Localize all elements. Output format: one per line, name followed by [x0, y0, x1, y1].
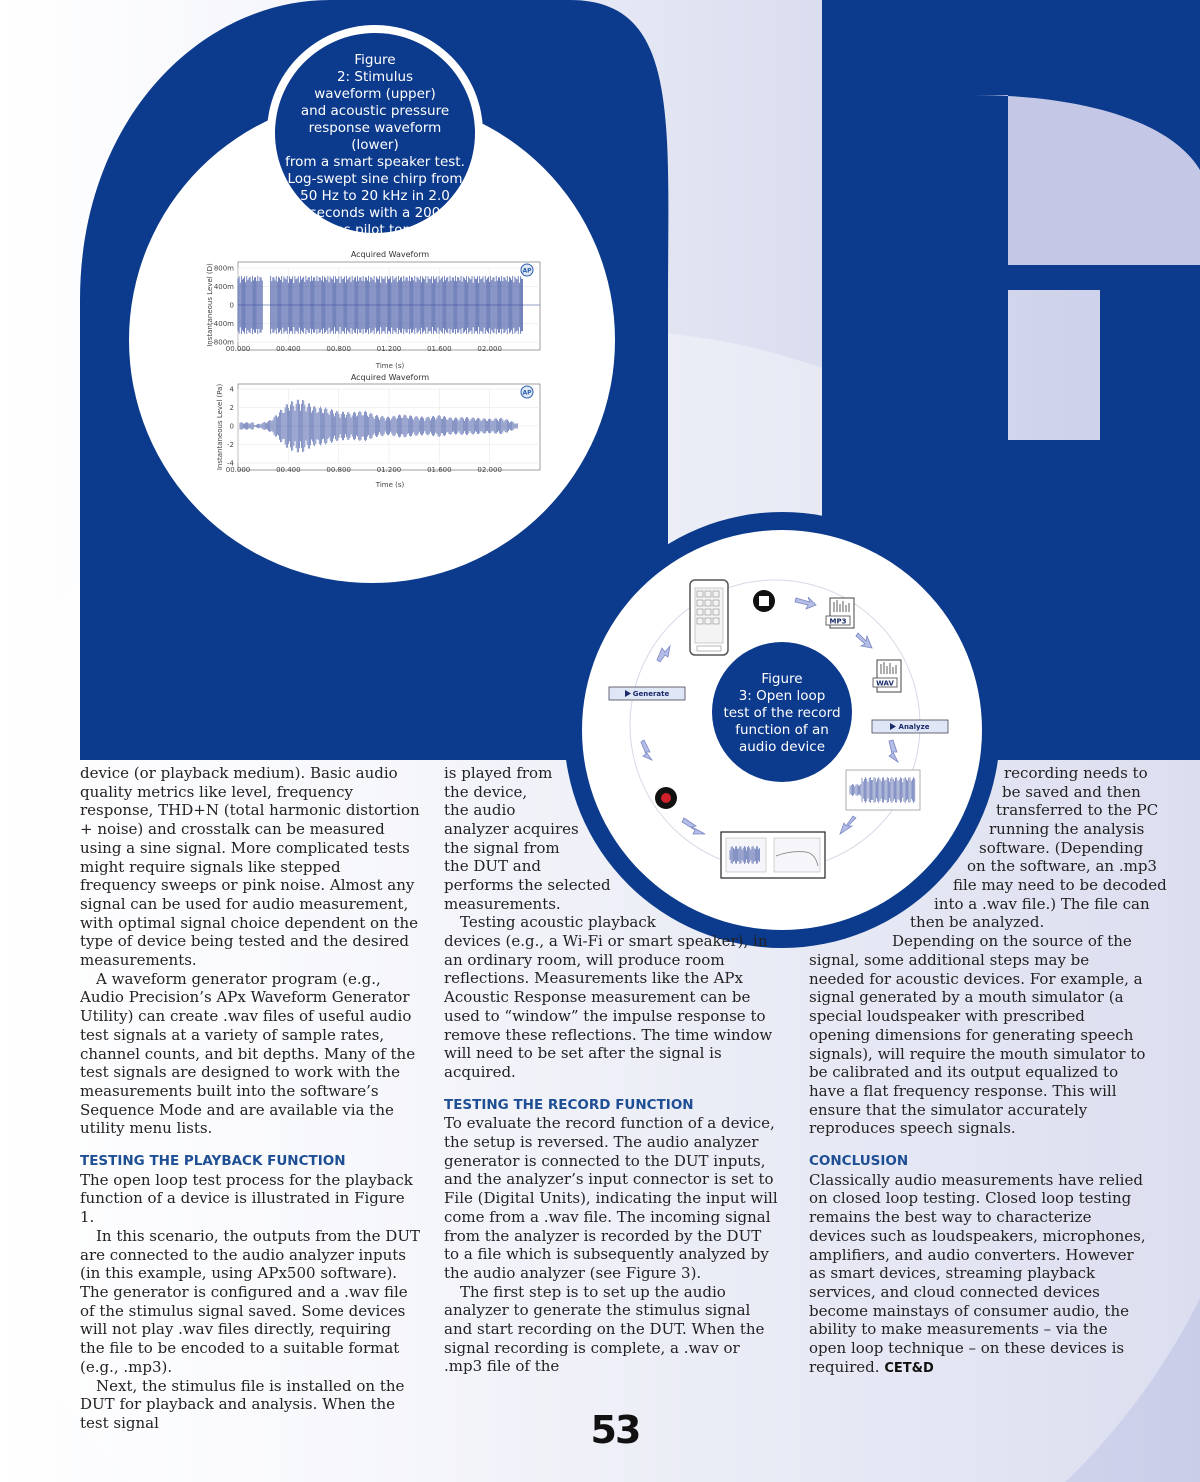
wav-label: WAV [876, 679, 894, 688]
text-line: the DUT and [444, 857, 541, 875]
y-tick-label: -2 [227, 441, 234, 449]
text-line: transferred to the PC [996, 801, 1159, 819]
body-paragraph: In this scenario, the outputs from the DUT are connected to the audio analyzer inputs (in this example, using APx500 software). The generator is configured and a .wav file of the stimulus signal saved. Some devices will not play .wav files directly, requiring the file to be encoded to a suitable format (e.g., .mp3). [80, 1226, 420, 1376]
figure-2-caption-line: ms pilot tone [330, 222, 420, 238]
x-axis-label: Time (s) [375, 481, 405, 489]
arrow-icon [657, 646, 670, 662]
text-line: software. (Depending [979, 839, 1144, 857]
mp3-file-icon [826, 598, 854, 628]
x-tick-label: 02.000 [477, 345, 502, 353]
y-tick-label: 800m [213, 264, 234, 273]
x-tick-label: 01.200 [376, 466, 402, 474]
x-tick-label: 00.000 [225, 466, 251, 474]
signature: CET&D [884, 1360, 934, 1376]
text-line: Depending on the source of the [892, 932, 1132, 950]
generate-label: Generate [632, 690, 670, 698]
body-paragraph: device (or playback medium). Basic audio quality metrics like level, frequency response, THD+N (total harmonic distortion + noise) and crosstalk can be measured using a sine signal. More complicated tests might require signals like stepped frequency sweeps or pink noise. Almost any signal can be used for audio measurement, with optimal signal choice dependent on the type of device being tested and the desired measurements. [80, 764, 420, 970]
y-tick-label: -4 [227, 459, 234, 468]
y-axis-label: Instantaneous Level (D) [206, 263, 214, 347]
text-line: recording needs to [1004, 764, 1148, 782]
arrow-icon [856, 633, 872, 648]
y-tick-label: 0 [229, 301, 234, 310]
body-paragraph: devices (e.g., a Wi-Fi or smart speaker), in an ordinary room, will produce room reflections. Measurements like the APx Acoustic Response measurement can be used to “window” the impulse response to remove these reflections. The time window will need to be set after the signal is acquired. [444, 932, 773, 1081]
figure-2-caption-line: waveform (upper) [314, 86, 436, 102]
y-tick-label: 2 [229, 404, 234, 412]
record-icon [661, 793, 671, 803]
figure-3-caption-line: audio device [738, 739, 826, 755]
body-paragraph: The open loop test process for the playback function of a device is illustrated in Figure 1. [80, 1170, 413, 1227]
wav-file-icon [873, 660, 901, 692]
arrow-icon [795, 597, 816, 609]
text-line: file may need to be decoded [953, 876, 1167, 894]
chart-title: Acquired Waveform [350, 250, 430, 259]
x-tick-label: 00.400 [276, 466, 301, 474]
x-tick-label: 01.200 [376, 345, 402, 353]
analysis-results-thumbnail [721, 832, 825, 878]
body-paragraph: signal, some additional steps may be needed for acoustic devices. For example, a signal generated by a mouth simulator (a special loudspeaker with prescribed opening dimensions for generating speech signals), will require the mouth simulator to be calibrated and its output equalized to have a flat frequency response. This will ensure that the simulator accurately reproduces speech signals. [809, 951, 1146, 1138]
text-line: the signal from [444, 839, 560, 857]
analyze-button-graphic [872, 720, 948, 733]
figure-2-caption-line: and acoustic pressure [300, 103, 450, 119]
column-1 [80, 764, 420, 1433]
ap-logo-icon: AP [522, 267, 532, 275]
text-line: into a .wav file.) The file can [934, 895, 1150, 913]
arrow-icon [641, 740, 652, 760]
figure-2-caption-line: 50 Hz to 20 kHz in 2.0 [300, 188, 450, 204]
figure-2-caption-line: response waveform (lower) [308, 120, 442, 153]
text-line: be saved and then [1002, 783, 1141, 801]
body-paragraph [809, 1171, 1147, 1379]
conclusion-text: Classically audio measurements have relied on closed loop testing. Closed loop testing remains the best way to characterize devices such as loudspeakers, microphones, amplifiers, and audio converters. However as smart devices, streaming playback services, and cloud connected devices become mainstays of consumer audio, the ability to make measurements – via the open loop technique – on these devices is required. [809, 1170, 1146, 1376]
figure-3-caption [712, 671, 852, 756]
figure-3-caption-line: function of an [735, 722, 829, 738]
text-line: the audio [444, 801, 516, 819]
x-axis-label: Time (s) [375, 362, 405, 370]
figure-3-caption-line: Figure [761, 671, 803, 687]
column-2 [444, 932, 778, 1376]
x-tick-label: 01.600 [427, 466, 452, 474]
text-line: the device, [444, 783, 528, 801]
text-line: measurements. [444, 895, 561, 913]
figure-2-caption-line: seconds with a 200 [309, 205, 441, 221]
body-paragraph: The first step is to set up the audio analyzer to generate the stimulus signal and start recording on the DUT. When the signal recording is complete, a .wav or .mp3 file of the [444, 1282, 765, 1376]
smartphone-icon [690, 580, 728, 655]
arrow-icon [889, 740, 898, 762]
y-axis-label: Instantaneous Level (Pa) [216, 383, 224, 471]
y-tick-label: 400m [213, 283, 234, 291]
section-heading: TESTING THE RECORD FUNCTION [444, 1096, 694, 1113]
text-line: running the analysis [989, 820, 1145, 838]
x-tick-label: 00.000 [225, 345, 251, 353]
body-paragraph: A waveform generator program (e.g., Audio Precision’s APx Waveform Generator Utility) can create .wav files of useful audio test signals at a variety of sample rates, channel counts, and bit depths. Many of the test signals are designed to work with the measurements built into the software’s Sequence Mode and are available via the utility menu lists. [80, 969, 416, 1138]
waveform-thumbnail [846, 770, 920, 810]
text-line: is played from [444, 764, 553, 782]
mp3-label: MP3 [829, 617, 847, 626]
text-line: on the software, an .mp3 [967, 857, 1157, 875]
body-paragraph: Next, the stimulus file is installed on the DUT for playback and analysis. When the test signal [80, 1376, 405, 1432]
ap-logo-icon: AP [522, 389, 532, 397]
section-heading: TESTING THE PLAYBACK FUNCTION [80, 1153, 346, 1170]
figure-2-caption-line: from a smart speaker test. [285, 154, 465, 170]
x-tick-label: 00.800 [326, 345, 351, 353]
y-tick-label: -800m [211, 338, 234, 347]
y-tick-label: 4 [229, 385, 234, 394]
figure-3-caption-line: 3: Open loop [738, 688, 826, 704]
chart-title: Acquired Waveform [350, 373, 430, 382]
stop-icon [759, 596, 769, 606]
body-paragraph: To evaluate the record function of a device, the setup is reversed. The audio analyzer generator is connected to the DUT inputs, and the analyzer’s input connector is set to File (Digital Units), indicating the input will come from a .wav file. The incoming signal from the analyzer is recorded by the DUT to a file which is subsequently analyzed by the audio analyzer (see Figure 3). [444, 1114, 778, 1282]
x-tick-label: 02.000 [477, 466, 502, 474]
figure-2-caption-line: 2: Stimulus [336, 69, 414, 85]
figure-2-caption-line: Log-swept sine chirp from [287, 171, 463, 187]
x-tick-label: 00.800 [326, 466, 351, 474]
y-tick-label: -400m [211, 320, 234, 328]
column-3 [809, 951, 1147, 1378]
text-line: Testing acoustic playback [460, 913, 656, 931]
generate-button-graphic [609, 687, 685, 700]
figure-2-caption-line: Figure [354, 52, 396, 68]
analyze-label: Analyze [898, 723, 930, 731]
y-tick-label: 0 [229, 422, 234, 431]
arrow-icon [682, 818, 705, 834]
figure-3-caption-line: test of the record [723, 705, 841, 721]
section-heading: CONCLUSION [809, 1153, 909, 1170]
x-tick-label: 01.600 [427, 345, 452, 353]
arrow-icon [840, 816, 856, 834]
text-line: then be analyzed. [910, 913, 1045, 931]
text-line: analyzer acquires [444, 820, 579, 838]
x-tick-label: 00.400 [276, 345, 301, 353]
text-line: performs the selected [444, 876, 611, 894]
page-number: 53 [590, 1408, 640, 1452]
